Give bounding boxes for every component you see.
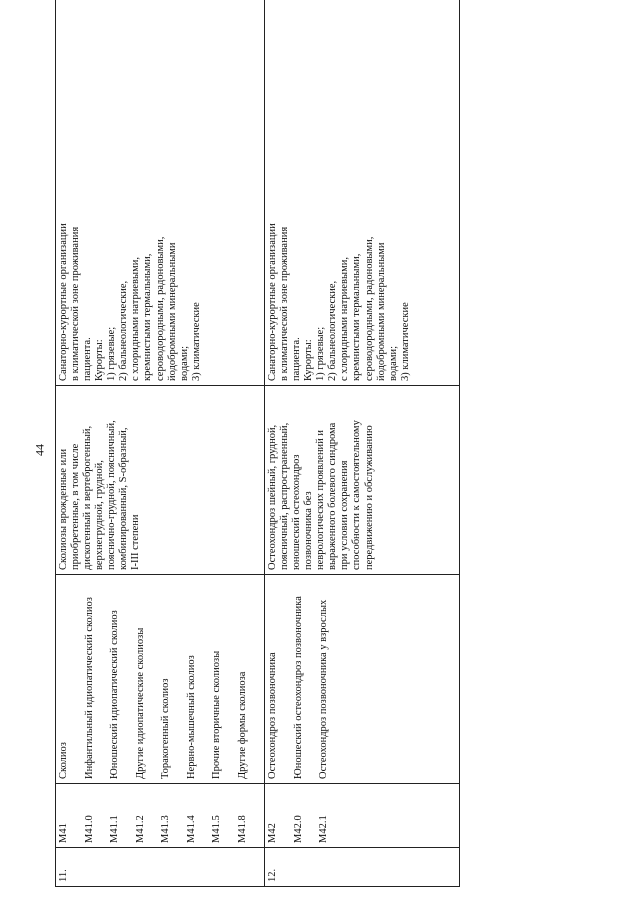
treatment-line: йодобромными минеральными	[375, 242, 387, 381]
diagnosis-item	[109, 579, 135, 779]
treatment-line: водами;	[178, 345, 190, 381]
treatment-line: в климатической зоне проживания	[279, 226, 291, 381]
treatment-line: Санаторно-курортные организации	[267, 223, 278, 381]
diagnosis-item	[237, 579, 263, 779]
clinical-description-line: I-III степени	[130, 514, 142, 570]
clinical-description-line: юношеский остеохондроз	[291, 454, 303, 570]
clinical-description-line: способности к самостоятельному	[351, 420, 363, 570]
diagnosis-item	[84, 579, 110, 779]
clinical-description-line: передвижению и обслуживанию	[363, 425, 375, 570]
table-body	[56, 0, 460, 887]
clinical-description-line: позвоночника без	[303, 491, 315, 570]
treatment-line: с хлоридными натриевыми,	[130, 257, 142, 381]
icd-code-cell	[265, 784, 460, 848]
clinical-description-line: дискогенный и вертеброгенный,	[82, 425, 94, 570]
diagnosis-text: Сколиоз	[58, 742, 69, 779]
row-number-cell	[265, 848, 460, 887]
clinical-description-cell	[265, 386, 460, 575]
icd-code: M41.5	[211, 815, 222, 843]
treatment-line: водами;	[387, 345, 399, 381]
diagnosis-text: Юношеский остеохондроз позвоночника	[292, 596, 304, 779]
row-number-cell	[56, 848, 265, 887]
icd-code: M42.1	[318, 815, 329, 843]
treatment-line: 2) бальнеологические,	[327, 280, 339, 381]
treatment-line: Санаторно-курортные организации	[58, 223, 69, 381]
treatment-cell	[265, 0, 460, 386]
icd-code: M42	[267, 823, 278, 843]
diagnosis-cell	[265, 575, 460, 784]
icd-code: M41.0	[83, 815, 95, 843]
treatment-line: сероводородными, радоновыми,	[363, 236, 375, 381]
diagnosis-text: Другие формы сколиоза	[236, 671, 248, 779]
clinical-description-line: приобретенные, в том числе	[70, 443, 82, 570]
diagnosis-item	[160, 579, 186, 779]
treatment-line: с хлоридными натриевыми,	[339, 257, 351, 381]
page-number: 44	[32, 444, 47, 456]
diagnosis-text: Остеохондроз позвоночника у взрослых	[318, 599, 329, 779]
treatment-line: Курорты:	[94, 339, 106, 381]
clinical-description-line: верхнегрудной, грудной,	[94, 460, 106, 570]
treatment-line: 3) климатические	[399, 302, 411, 381]
icd-code: M41.2	[134, 815, 146, 843]
table-row	[265, 0, 460, 887]
diagnosis-item	[58, 579, 84, 779]
diagnosis-item	[186, 579, 212, 779]
clinical-description-line: выраженного болевого синдрома	[327, 422, 339, 570]
diagnosis-item	[267, 579, 293, 779]
clinical-description-line: комбинированный, S-образный,	[118, 427, 130, 570]
diagnosis-item	[135, 579, 161, 779]
treatment-line: в климатической зоне проживания	[70, 226, 82, 381]
treatment-line: йодобромными минеральными	[166, 242, 178, 381]
icd-code: M41	[58, 823, 69, 843]
clinical-description-line: Сколиозы врожденные или	[58, 448, 69, 570]
diagnosis-text: Прочие вторичные сколиозы	[211, 650, 222, 779]
treatment-line: 1) грязевые;	[315, 326, 327, 381]
diagnosis-text: Инфантильный идиопатический сколиоз	[83, 597, 95, 779]
treatment-line: сероводородными, радоновыми,	[154, 236, 166, 381]
icd-code: M41.1	[109, 815, 120, 843]
diagnosis-item	[293, 579, 319, 779]
clinical-description-line: при условии сохранения	[339, 460, 351, 570]
table-container	[55, 37, 455, 887]
icd-code: M42.0	[292, 815, 304, 843]
icd-code-cell	[56, 784, 265, 848]
diagnosis-text: Остеохондроз позвоночника	[267, 652, 278, 779]
treatment-line: кремнистыми термальными,	[142, 253, 154, 381]
diagnosis-text: Юношеский идиопатический сколиоз	[109, 610, 120, 779]
icd-code: M41.4	[185, 815, 197, 843]
diagnosis-text: Нервно-мышечный сколиоз	[185, 655, 197, 779]
treatment-line: 2) бальнеологические,	[118, 280, 130, 381]
clinical-description-line: неврологических проявлений и	[315, 429, 327, 570]
spa-treatment-table	[55, 0, 460, 887]
row-number: 11.	[58, 869, 69, 882]
diagnosis-cell	[56, 575, 265, 784]
diagnosis-text: Другие идиопатические сколиозы	[134, 627, 146, 779]
clinical-description-line: поясничный, распространенный,	[279, 422, 291, 570]
treatment-line: 1) грязевые;	[106, 326, 118, 381]
clinical-description-line: Остеохондроз шейный, грудной,	[267, 424, 278, 570]
icd-code: M41.8	[236, 815, 248, 843]
diagnosis-item	[211, 579, 237, 779]
treatment-line: пациента.	[82, 337, 94, 381]
table-row	[56, 0, 265, 887]
clinical-description-cell	[56, 386, 265, 575]
icd-code: M41.3	[160, 815, 171, 843]
treatment-line: пациента.	[291, 337, 303, 381]
diagnosis-item	[318, 579, 344, 779]
treatment-line: 3) климатические	[190, 302, 202, 381]
treatment-cell	[56, 0, 265, 386]
treatment-line: Курорты:	[303, 339, 315, 381]
clinical-description-line: пояснично-грудной, поясничный,	[106, 420, 118, 570]
treatment-line: кремнистыми термальными,	[351, 253, 363, 381]
diagnosis-text: Торакогенный сколиоз	[160, 678, 171, 779]
row-number: 12.	[267, 868, 278, 882]
